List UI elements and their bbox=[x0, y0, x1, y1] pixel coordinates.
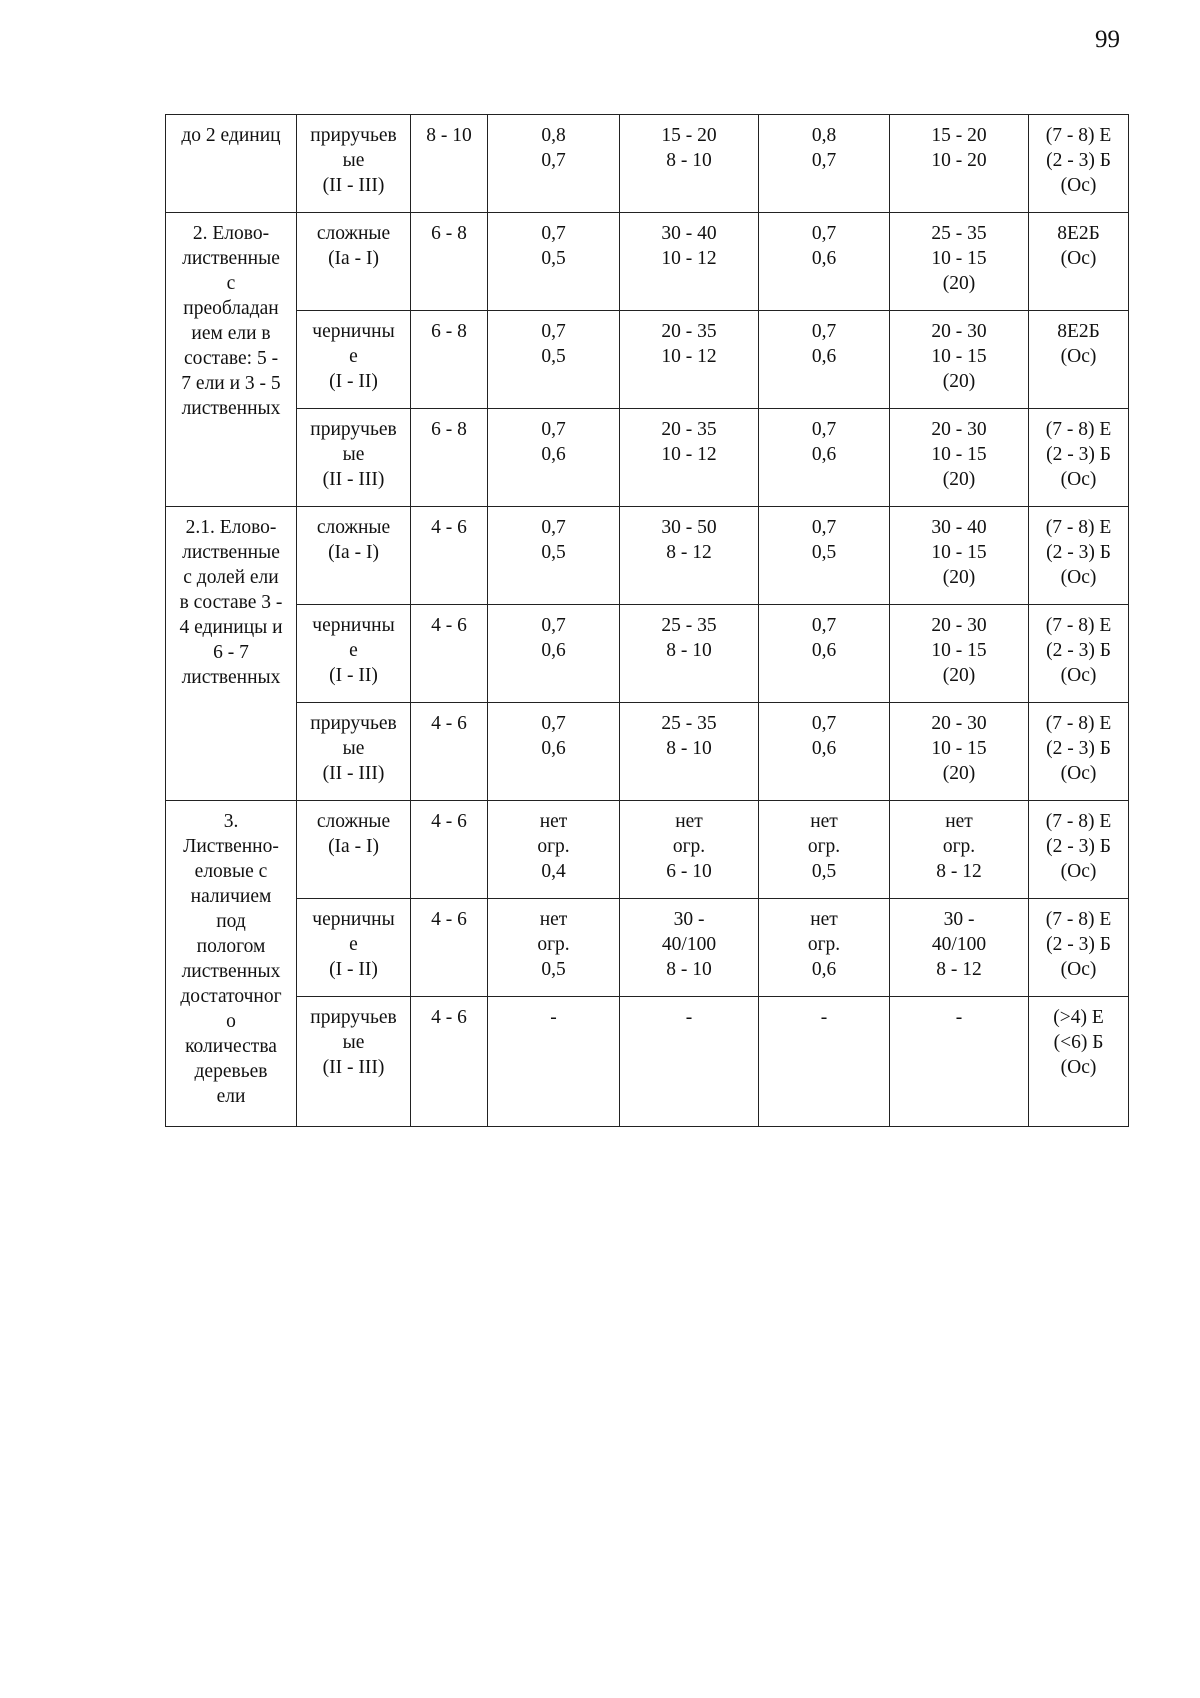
table-row bbox=[166, 605, 1129, 703]
composition-cell: (7 - 8) Е (2 - 3) Б (Ос) bbox=[1029, 507, 1129, 605]
table-cell: 30 - 40 10 - 15 (20) bbox=[890, 507, 1029, 605]
table-row bbox=[166, 507, 1129, 605]
table-cell: нет огр. 0,4 bbox=[488, 801, 620, 899]
table-cell: 20 - 30 10 - 15 (20) bbox=[890, 311, 1029, 409]
table-cell: 0,7 0,5 bbox=[488, 213, 620, 311]
table-cell: нет огр. 0,5 bbox=[759, 801, 890, 899]
table-cell: 25 - 35 10 - 15 (20) bbox=[890, 213, 1029, 311]
forest-type-cell: приручьев ые (II - III) bbox=[297, 703, 411, 801]
forest-type-cell: приручьев ые (II - III) bbox=[297, 997, 411, 1127]
table-row bbox=[166, 115, 1129, 213]
composition-cell: (7 - 8) Е (2 - 3) Б (Ос) bbox=[1029, 703, 1129, 801]
table-row bbox=[166, 997, 1129, 1127]
table-cell: 0,8 0,7 bbox=[488, 115, 620, 213]
table-cell: 20 - 35 10 - 12 bbox=[620, 311, 759, 409]
table-cell: 0,7 0,5 bbox=[488, 311, 620, 409]
composition-cell: (7 - 8) Е (2 - 3) Б (Ос) bbox=[1029, 409, 1129, 507]
table-cell: нет огр. 0,6 bbox=[759, 899, 890, 997]
table-cell: 6 - 8 bbox=[411, 409, 488, 507]
table-cell: 4 - 6 bbox=[411, 899, 488, 997]
table-cell: 8 - 10 bbox=[411, 115, 488, 213]
table-cell: нет огр. 8 - 12 bbox=[890, 801, 1029, 899]
forest-type-cell: сложные (Iа - I) bbox=[297, 801, 411, 899]
category-cell: 2.1. Елово- лиственные с долей ели в составе 3 - 4 единицы и 6 - 7 лиственных bbox=[166, 507, 297, 801]
forest-type-cell: приручьев ые (II - III) bbox=[297, 115, 411, 213]
forest-type-cell: черничны е (I - II) bbox=[297, 311, 411, 409]
table-cell: - bbox=[620, 997, 759, 1127]
composition-cell: (>4) Е (<6) Б (Ос) bbox=[1029, 997, 1129, 1127]
table-cell: 4 - 6 bbox=[411, 703, 488, 801]
table-cell: 4 - 6 bbox=[411, 801, 488, 899]
composition-cell: (7 - 8) Е (2 - 3) Б (Ос) bbox=[1029, 899, 1129, 997]
composition-cell: 8Е2Б (Ос) bbox=[1029, 213, 1129, 311]
table-cell: 0,8 0,7 bbox=[759, 115, 890, 213]
table-row bbox=[166, 801, 1129, 899]
composition-cell: (7 - 8) Е (2 - 3) Б (Ос) bbox=[1029, 605, 1129, 703]
table-cell: 0,7 0,6 bbox=[759, 703, 890, 801]
table-cell: 20 - 35 10 - 12 bbox=[620, 409, 759, 507]
table-cell: 0,7 0,6 bbox=[488, 605, 620, 703]
composition-cell: (7 - 8) Е (2 - 3) Б (Ос) bbox=[1029, 801, 1129, 899]
table-row bbox=[166, 311, 1129, 409]
table-cell: 30 - 50 8 - 12 bbox=[620, 507, 759, 605]
table-cell: - bbox=[759, 997, 890, 1127]
table-cell: 25 - 35 8 - 10 bbox=[620, 605, 759, 703]
forest-type-cell: черничны е (I - II) bbox=[297, 899, 411, 997]
table-row bbox=[166, 213, 1129, 311]
table-cell: нет огр. 0,5 bbox=[488, 899, 620, 997]
table-cell: 15 - 20 8 - 10 bbox=[620, 115, 759, 213]
category-cell: 3. Лиственно- еловые с наличием под пологом лиственных достаточног о количества деревьев ели bbox=[166, 801, 297, 1127]
table-cell: 25 - 35 8 - 10 bbox=[620, 703, 759, 801]
table-cell: 15 - 20 10 - 20 bbox=[890, 115, 1029, 213]
table-cell: 30 - 40 10 - 12 bbox=[620, 213, 759, 311]
forest-type-cell: черничны е (I - II) bbox=[297, 605, 411, 703]
category-cell: до 2 единиц bbox=[166, 115, 297, 213]
table-cell: 0,7 0,6 bbox=[488, 703, 620, 801]
category-cell: 2. Елово- лиственные с преобладан ием ели в составе: 5 - 7 ели и 3 - 5 лиственных bbox=[166, 213, 297, 507]
table-cell: 6 - 8 bbox=[411, 213, 488, 311]
table-cell: 4 - 6 bbox=[411, 507, 488, 605]
table-cell: - bbox=[890, 997, 1029, 1127]
table-cell: 20 - 30 10 - 15 (20) bbox=[890, 409, 1029, 507]
table-cell: 0,7 0,5 bbox=[488, 507, 620, 605]
table-cell: 30 - 40/100 8 - 10 bbox=[620, 899, 759, 997]
table-cell: 0,7 0,6 bbox=[759, 213, 890, 311]
table-cell: 0,7 0,6 bbox=[759, 311, 890, 409]
table-cell: 4 - 6 bbox=[411, 997, 488, 1127]
table-cell: 30 - 40/100 8 - 12 bbox=[890, 899, 1029, 997]
table-cell: 6 - 8 bbox=[411, 311, 488, 409]
table-cell: - bbox=[488, 997, 620, 1127]
table-cell: 20 - 30 10 - 15 (20) bbox=[890, 703, 1029, 801]
forest-table bbox=[165, 114, 1129, 1127]
page-number: 99 bbox=[1095, 26, 1120, 53]
forest-type-cell: сложные (Iа - I) bbox=[297, 213, 411, 311]
table-cell: 0,7 0,5 bbox=[759, 507, 890, 605]
forest-type-cell: приручьев ые (II - III) bbox=[297, 409, 411, 507]
table-cell: 20 - 30 10 - 15 (20) bbox=[890, 605, 1029, 703]
table-row bbox=[166, 703, 1129, 801]
table-cell: 0,7 0,6 bbox=[488, 409, 620, 507]
table-row bbox=[166, 899, 1129, 997]
table-cell: 0,7 0,6 bbox=[759, 409, 890, 507]
table-cell: 4 - 6 bbox=[411, 605, 488, 703]
forest-type-cell: сложные (Iа - I) bbox=[297, 507, 411, 605]
composition-cell: (7 - 8) Е (2 - 3) Б (Ос) bbox=[1029, 115, 1129, 213]
table-row bbox=[166, 409, 1129, 507]
composition-cell: 8Е2Б (Ос) bbox=[1029, 311, 1129, 409]
table-cell: 0,7 0,6 bbox=[759, 605, 890, 703]
table-cell: нет огр. 6 - 10 bbox=[620, 801, 759, 899]
